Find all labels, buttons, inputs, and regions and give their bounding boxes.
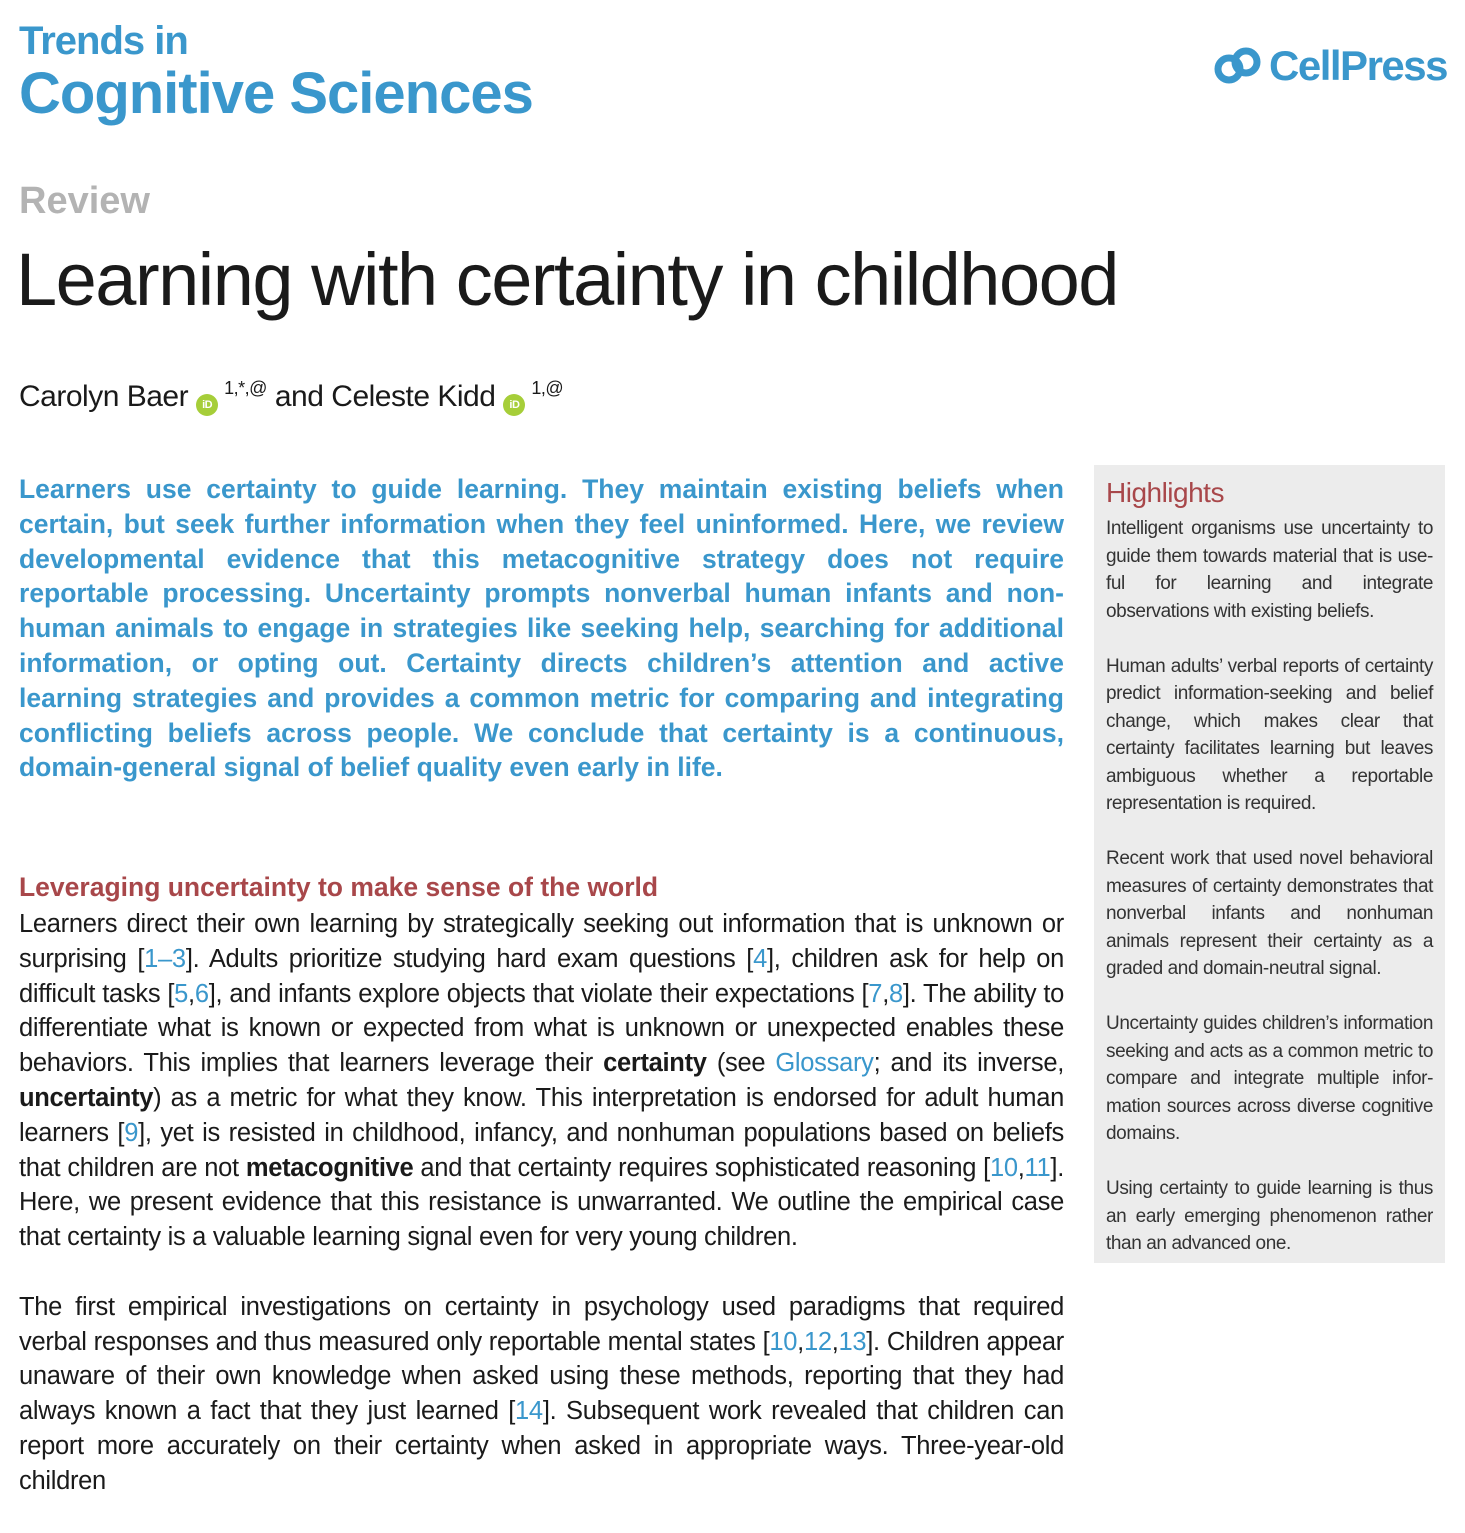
journal-title-line1: Trends in <box>19 19 188 63</box>
paragraph-text: (see <box>706 1049 776 1078</box>
article-type: Review <box>19 180 150 222</box>
glossary-link[interactable]: Glossary <box>775 1049 874 1078</box>
glossary-term: uncertainty <box>19 1083 154 1112</box>
paragraph-text: The first empirical investigations on certainty in psychology used paradigms that required verbal responses and thus measured only reportable mental states [ <box>19 1292 1064 1356</box>
paragraph-text: , <box>797 1327 804 1356</box>
paragraph-text: and that certainty requires sophisticated reasoning [ <box>413 1153 990 1182</box>
glossary-term: certainty <box>603 1049 707 1078</box>
citation-link[interactable]: 7 <box>868 979 883 1008</box>
paragraph-text: ]. Adults prioritize studying hard exam questions [ <box>185 944 754 973</box>
highlights-heading: Highlights <box>1106 477 1224 508</box>
journal-title <box>19 20 533 126</box>
orcid-icon[interactable]: iD <box>503 394 525 416</box>
article-title: Learning with certainty in childhood <box>16 238 1118 321</box>
highlight-item: Uncertainty guides children’s information seeking and acts as a common metric to compare and integrate multiple infor-mation sources across diverse cognitive domains. <box>1106 1013 1433 1144</box>
author-list <box>19 380 571 414</box>
citation-link[interactable]: 8 <box>888 979 903 1008</box>
author-name: Carolyn Baer <box>19 380 189 413</box>
paragraph-text: ], children ask for help on difficult tasks [ <box>19 944 1064 1008</box>
citation-link[interactable]: 10 <box>769 1327 798 1356</box>
paragraph-text: ]. Here, we present evidence that this resistance is unwarranted. We outline the empirical case that certainty is a valuable learning signal even for very young children. <box>19 1153 1064 1252</box>
paragraph-text: ; and its inverse, <box>873 1049 1064 1078</box>
citation-link[interactable]: 5 <box>174 979 189 1008</box>
author-joiner: and <box>274 380 324 413</box>
author-affiliation: 1,@ <box>531 378 564 398</box>
glossary-term: metacognitive <box>245 1153 414 1182</box>
citation-link[interactable]: 12 <box>803 1327 832 1356</box>
highlight-item: Intelligent organisms use uncertainty to guide them towards material that is use-ful for learning and integrate observations with existing beliefs. <box>1106 518 1433 622</box>
body-paragraph <box>19 1290 1064 1499</box>
highlight-item: Recent work that used novel behavioral measures of certainty demonstrates that nonverbal infants and nonhuman animals represent their certainty as a graded and domain-neutral signal. <box>1106 848 1433 979</box>
citation-link[interactable]: 6 <box>194 979 209 1008</box>
paragraph-text: ) as a metric for what they know. This interpretation is endorsed for adult human learners [ <box>19 1083 1064 1147</box>
publisher-name: CellPress <box>1269 42 1447 89</box>
paragraph-text: , <box>882 979 889 1008</box>
journal-title-line2: Cognitive Sciences <box>19 61 533 126</box>
paragraph-text: ], and infants explore objects that violate their expectations [ <box>208 979 869 1008</box>
highlights-box <box>1094 465 1445 1263</box>
paragraph-text: , <box>831 1327 839 1356</box>
publisher-logo <box>1213 42 1447 90</box>
citation-link[interactable]: 9 <box>124 1118 139 1147</box>
author-affiliation: 1,*,@ <box>224 378 267 398</box>
paragraph-text: , <box>188 979 195 1008</box>
section-heading: Leveraging uncertainty to make sense of the world <box>19 872 659 902</box>
highlight-item: Human adults’ verbal reports of certainty predict information-seeking and belief change, which makes clear that certainty facilitates learning but leaves ambiguous whether a reportable representation is required. <box>1106 655 1433 814</box>
paragraph-text: , <box>1017 1153 1025 1182</box>
paragraph-text: Learners direct their own learning by strategically seeking out information that is unknown or surprising [ <box>19 910 1064 973</box>
cellpress-logo-icon <box>1213 45 1263 87</box>
highlight-item: Using certainty to guide learning is thus an early emerging phenomenon rather than an advanced one. <box>1106 1178 1433 1254</box>
citation-link[interactable]: 10 <box>989 1153 1018 1182</box>
paragraph-text: ], yet is resisted in childhood, infancy, and nonhuman populations based on beliefs that children are not <box>19 1118 1065 1182</box>
citation-link[interactable]: 13 <box>838 1327 867 1356</box>
body-paragraph <box>19 907 1064 1255</box>
citation-link[interactable]: 11 <box>1024 1153 1051 1182</box>
citation-link[interactable]: 14 <box>515 1397 543 1426</box>
citation-link[interactable]: 1–3 <box>144 944 186 973</box>
paragraph-text: ]. Children appear unaware of their own knowledge when asked using these methods, reporting that they had always known a fact that they just learned [ <box>19 1327 1064 1426</box>
author-name: Celeste Kidd <box>331 380 496 413</box>
abstract: Learners use certainty to guide learning. They maintain existing beliefs when certain, but seek further information when they feel uninformed. Here, we review developmental evidence that this metacognitive strategy does not require reportable processing. Uncertainty prompts nonverbal human infants and non-human animals to engage in strategies like seeking help, searching for additional information, or opting out. Certainty directs children’s attention and active learning strategies and provides a common metric for comparing and integrating conflicting beliefs across people. We conclude that certainty is a continuous, domain-general signal of belief quality even early in life. <box>19 474 1064 783</box>
body-text <box>19 907 1064 1533</box>
paragraph-text: ]. The ability to differentiate what is known or expected from what is unknown or unexpected enables these behaviors. This implies that learners leverage their <box>19 979 1065 1078</box>
paragraph-text: ]. Subsequent work revealed that children can report more accurately on their certainty when asked in appropriate ways. Three-year-old children <box>19 1397 1064 1495</box>
orcid-icon[interactable]: iD <box>196 394 218 416</box>
citation-link[interactable]: 4 <box>753 944 767 973</box>
